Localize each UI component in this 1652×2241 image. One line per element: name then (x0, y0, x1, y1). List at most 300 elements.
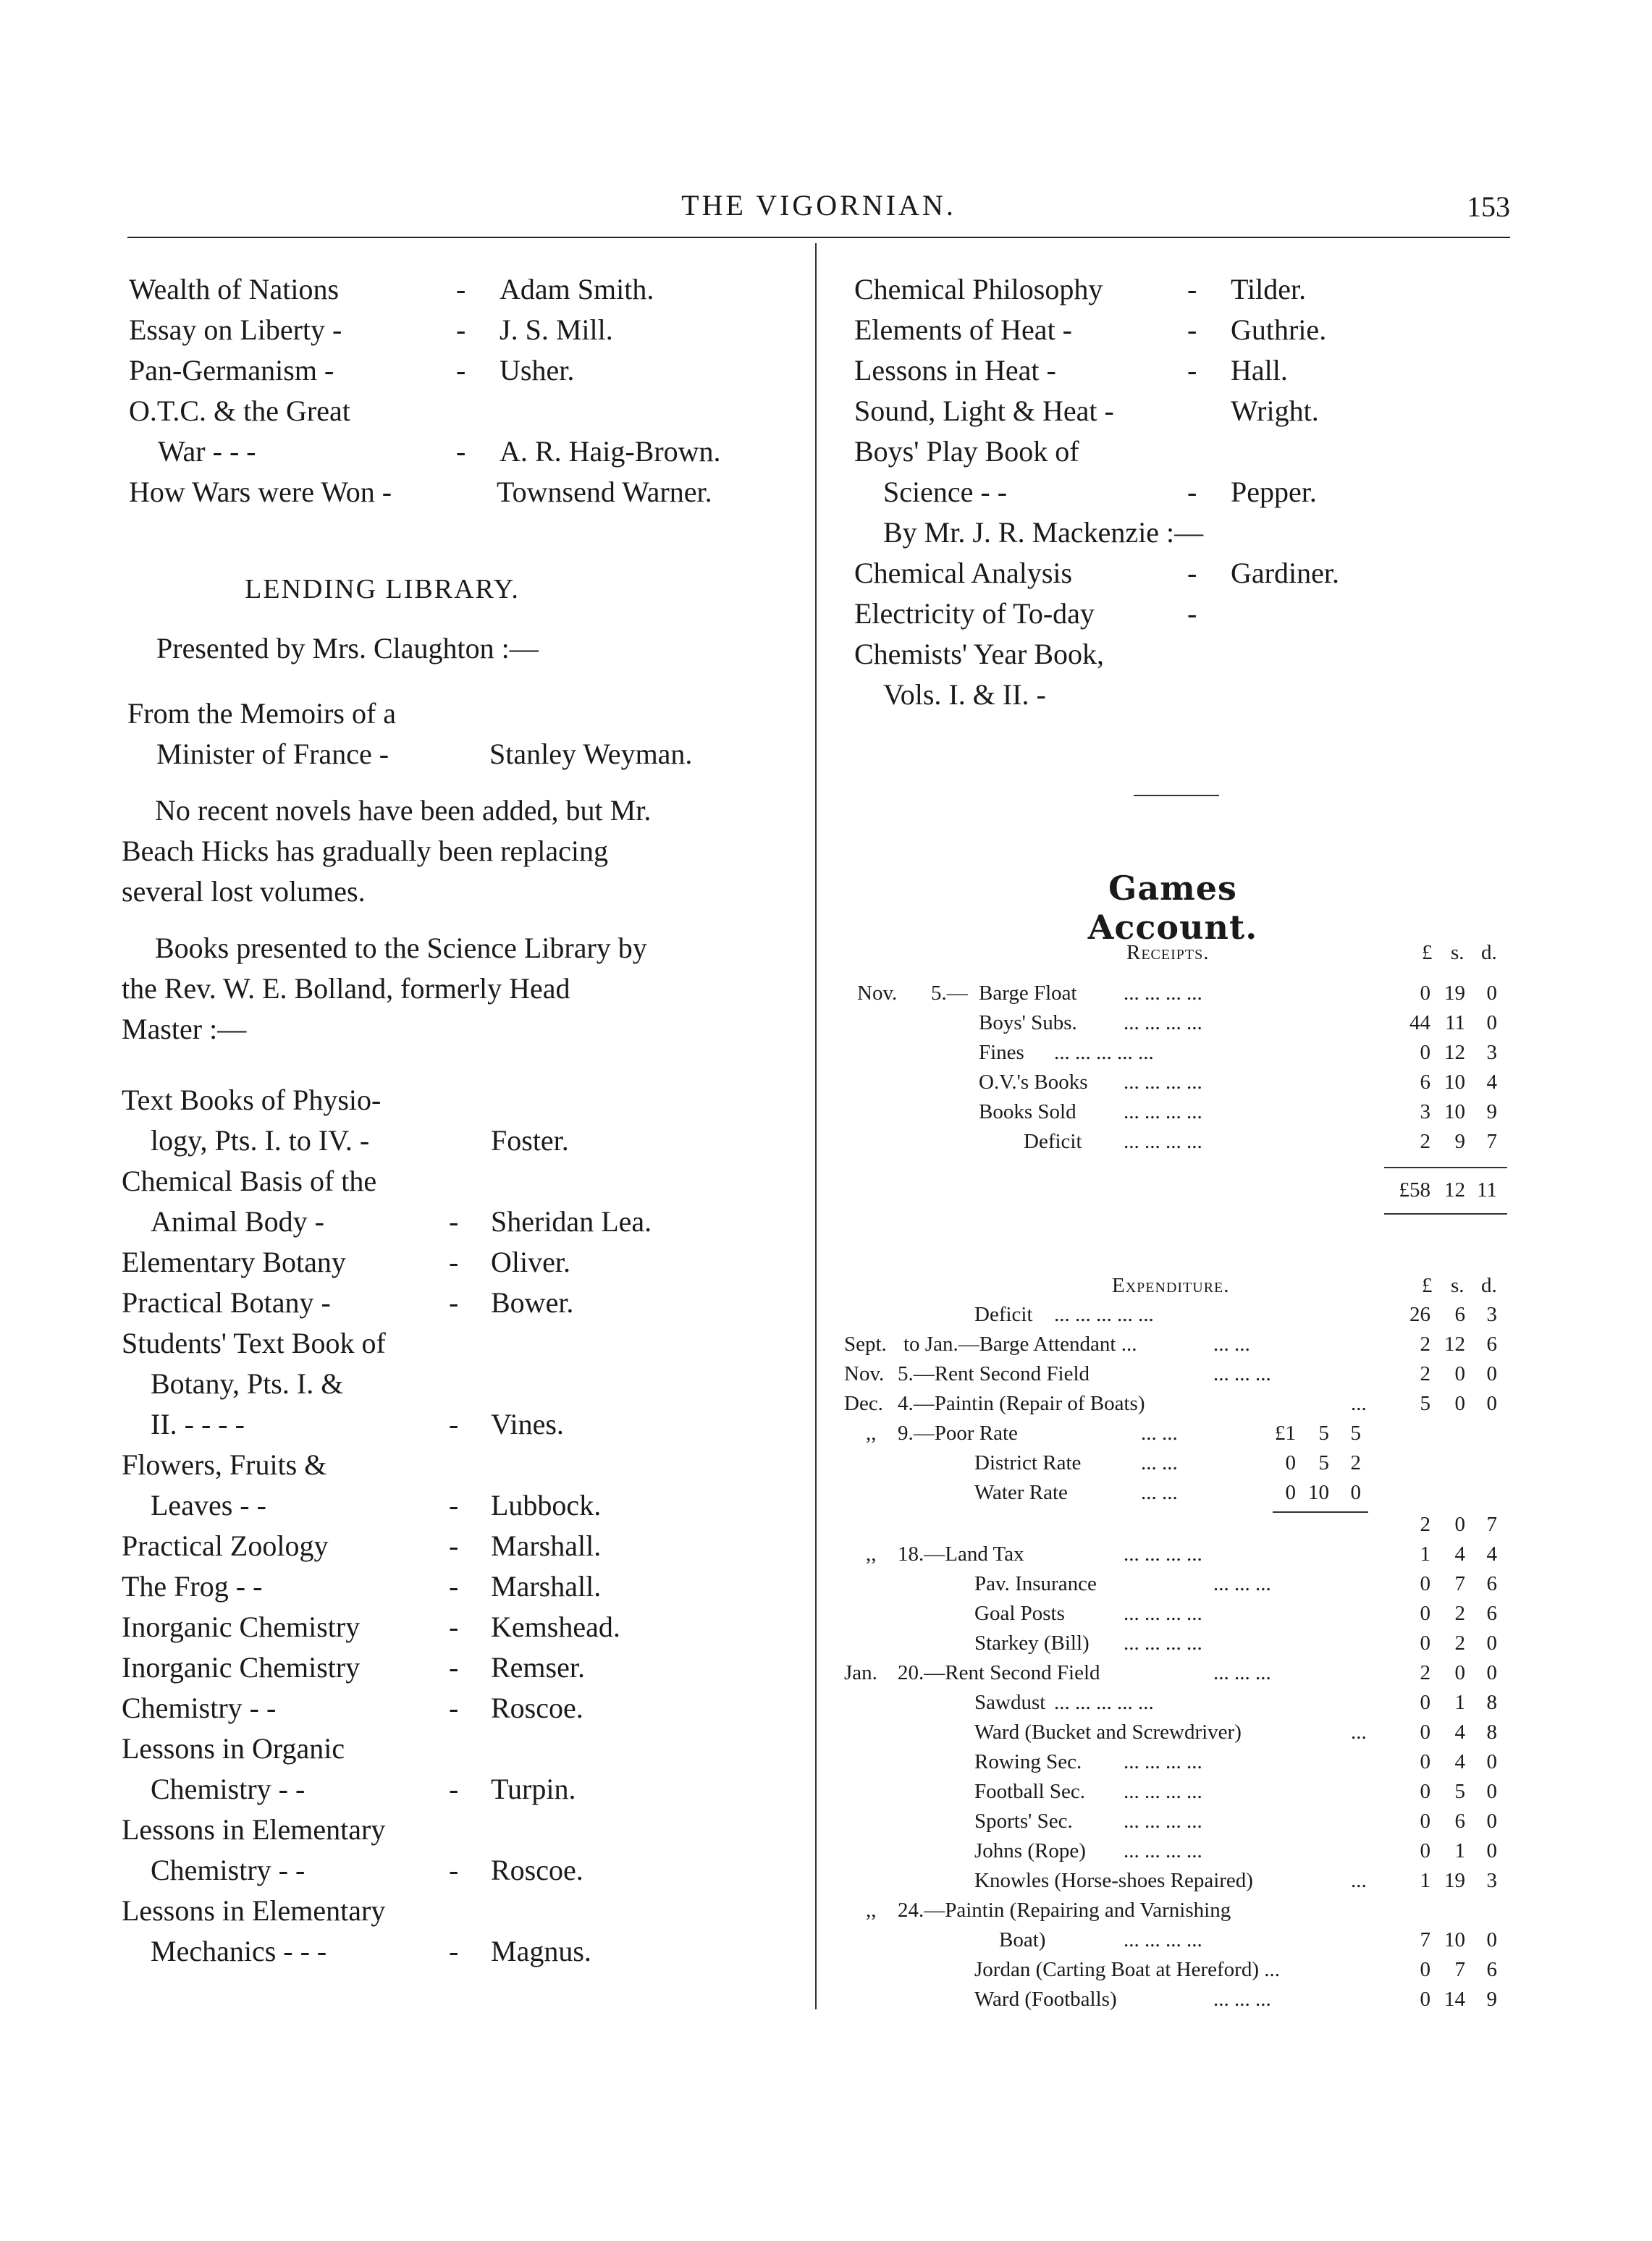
book-author: Oliver. (491, 1246, 570, 1278)
book-author: Tilder. (1231, 273, 1307, 305)
amount-pounds: 2 (1420, 1333, 1430, 1356)
amount-shillings: s. (1451, 941, 1465, 964)
amount-shillings: 0 (1454, 1392, 1465, 1415)
expenditure-row (844, 1869, 1510, 1898)
amount-pence: 6 (1486, 1958, 1497, 1981)
book-title: Leaves - - (151, 1489, 266, 1522)
amount-pence: 5 (1350, 1422, 1361, 1445)
expenditure-row (844, 1721, 1510, 1750)
paragraph-line: Master :— (122, 1013, 247, 1045)
book-row (854, 431, 1510, 472)
book-row (854, 269, 1510, 310)
receipt-row (844, 982, 1510, 1010)
book-title: Chemistry - - (151, 1773, 305, 1805)
entry-date: Nov. (844, 1362, 885, 1385)
receipt-row (844, 1011, 1510, 1040)
amount-pence: 2 (1350, 1451, 1361, 1474)
total-rule (1384, 1167, 1507, 1168)
leader-dots: ... ... ... ... (1124, 1750, 1202, 1773)
book-title: Boys' Play Book of (854, 435, 1079, 468)
book-author: Sheridan Lea. (491, 1205, 652, 1238)
book-row (122, 1646, 780, 1687)
amount-shillings: 1 (1454, 1691, 1465, 1714)
book-title: Chemical Basis of the (122, 1165, 377, 1197)
dash-separator: - (449, 1651, 459, 1684)
amount-pence: 0 (1486, 1780, 1497, 1803)
book-title: Flowers, Fruits & (122, 1448, 327, 1481)
book-title: Vols. I. & II. - (883, 678, 1046, 711)
book-row (122, 1768, 780, 1808)
amount-pounds: 44 (1409, 1011, 1430, 1034)
amount-pounds: 6 (1420, 1071, 1430, 1094)
dash-separator: - (1187, 476, 1197, 508)
book-author: Vines. (491, 1408, 564, 1440)
entry-item: Jordan (Carting Boat at Hereford) ... (974, 1958, 1280, 1981)
book-row (122, 1808, 780, 1849)
amount-pence: 0 (1350, 1481, 1361, 1504)
expenditure-row (844, 1602, 1510, 1631)
book-row (854, 675, 1510, 715)
amount-pounds: 0 (1420, 982, 1430, 1005)
amount-pounds: 0 (1420, 1958, 1430, 1981)
amount-shillings: 0 (1454, 1661, 1465, 1684)
expenditure-row (844, 1958, 1510, 1987)
expenditure-row (844, 1899, 1510, 1928)
amount-shillings: 4 (1454, 1721, 1465, 1744)
dash-separator: - (449, 1935, 459, 1967)
games-account-title: Games Account. (1087, 869, 1258, 947)
amount-shillings: 5 (1318, 1422, 1329, 1445)
expenditure-row (844, 1333, 1510, 1362)
expenditure-row (844, 1362, 1510, 1391)
book-row (122, 1362, 780, 1403)
paragraph-line: Beach Hicks has gradually been replacing (122, 835, 608, 867)
amount-pence: 0 (1486, 1632, 1497, 1655)
entry-item: 5.—Rent Second Field (898, 1362, 1090, 1385)
dash-separator: - (456, 354, 466, 387)
book-title: How Wars were Won - (129, 476, 392, 508)
paragraph-line: No recent novels have been added, but Mr. (155, 794, 652, 827)
expenditure-row (844, 1422, 1510, 1451)
dash-separator: - (1187, 557, 1197, 589)
expenditure-row (844, 1750, 1510, 1779)
entry-item: District Rate (974, 1451, 1082, 1474)
receipt-row (844, 1041, 1510, 1070)
book-row (122, 1443, 780, 1484)
receipt-row (844, 1130, 1510, 1159)
book-title: Elements of Heat - (854, 313, 1072, 346)
entry-item: Ward (Footballs) (974, 1988, 1117, 2011)
presented-by-line: Presented by Mrs. Claughton :— (156, 632, 539, 664)
amount-pounds: £ (1422, 1274, 1433, 1297)
book-title: logy, Pts. I. to IV. - (151, 1124, 370, 1157)
book-row (122, 1281, 780, 1322)
entry-date: Dec. (844, 1392, 883, 1415)
dash-separator: - (1187, 354, 1197, 387)
amount-shillings: 4 (1454, 1750, 1465, 1773)
leader-dots: ... ... ... ... (1124, 1542, 1202, 1566)
amount-pounds: 1 (1420, 1542, 1430, 1566)
entry-item: Deficit (1024, 1130, 1082, 1153)
leader-dots: ... ... (1141, 1422, 1178, 1445)
amount-shillings: 10 (1308, 1481, 1329, 1504)
receipt-row (844, 1100, 1510, 1129)
book-title: Chemical Analysis (854, 557, 1073, 589)
entry-item: to Jan.—Barge Attendant ... (903, 1333, 1137, 1356)
amount-pence: 0 (1486, 1011, 1497, 1034)
amount-shillings: 7 (1454, 1572, 1465, 1595)
book-title: Chemistry - - (122, 1692, 277, 1724)
amount-pence: 3 (1486, 1303, 1497, 1326)
amount-pence: 0 (1486, 1362, 1497, 1385)
memoirs-title-line-1: From the Memoirs of a (127, 697, 397, 730)
expenditure-row (844, 1661, 1510, 1690)
entry-item: Deficit (974, 1303, 1033, 1326)
book-author: Marshall. (491, 1529, 602, 1562)
journal-title: THE VIGORNIAN. (681, 189, 956, 221)
entry-day: 5.— (931, 982, 968, 1005)
book-row (854, 310, 1510, 350)
left-top-book-list (129, 269, 780, 512)
leader-dots: ... ... ... ... (1124, 982, 1202, 1005)
expenditure-row (844, 1572, 1510, 1601)
receipts-heading: Receipts. (1126, 941, 1210, 964)
book-row (129, 350, 780, 391)
expenditure-row (844, 1928, 1510, 1957)
amount-pounds: 0 (1420, 1750, 1430, 1773)
entry-item: Water Rate (974, 1481, 1068, 1504)
amount-pounds: 0 (1285, 1451, 1296, 1474)
amount-shillings: 14 (1444, 1988, 1465, 2011)
book-author: Gardiner. (1231, 557, 1339, 589)
book-row (129, 391, 780, 431)
lending-library-section (122, 569, 780, 1050)
book-row (854, 634, 1510, 675)
entry-date: Jan. (844, 1661, 877, 1684)
amount-pence: 0 (1486, 1750, 1497, 1773)
amount-pounds: 0 (1420, 1988, 1430, 2011)
amount-pence: d. (1481, 1274, 1497, 1297)
book-title: Practical Zoology (122, 1529, 329, 1562)
amount-pounds: 7 (1420, 1928, 1430, 1951)
dash-separator: - (449, 1773, 459, 1805)
book-row (122, 1605, 780, 1646)
amount-pence: 0 (1486, 1661, 1497, 1684)
amount-shillings: 19 (1444, 982, 1465, 1005)
amount-pounds: 0 (1420, 1780, 1430, 1803)
book-author: J. S. Mill. (500, 313, 613, 346)
amount-shillings: 6 (1454, 1810, 1465, 1833)
book-title: Electricity of To-day (854, 597, 1095, 630)
entry-date: ,, (866, 1899, 877, 1922)
leader-dots: ... ... ... ... ... (1054, 1691, 1154, 1714)
amount-pounds: 26 (1409, 1303, 1430, 1326)
expenditure-row (844, 1542, 1510, 1571)
amount-shillings: 2 (1454, 1602, 1465, 1625)
dash-separator: - (1187, 597, 1197, 630)
amount-shillings: 9 (1454, 1130, 1465, 1153)
amount-pounds: 0 (1420, 1810, 1430, 1833)
entry-item: Sports' Sec. (974, 1810, 1073, 1833)
entry-item: Books Sold (979, 1100, 1076, 1123)
amount-pounds: 0 (1420, 1691, 1430, 1714)
receipts-table (844, 941, 1510, 1252)
expenditure-row (844, 1392, 1510, 1421)
book-row (122, 1727, 780, 1768)
dash-separator: - (449, 1489, 459, 1522)
book-author: Foster. (491, 1124, 569, 1157)
entry-item: 9.—Poor Rate (898, 1422, 1018, 1445)
book-title: Sound, Light & Heat - (854, 394, 1114, 427)
amount-pence: d. (1481, 941, 1497, 964)
amount-pence: 0 (1486, 1392, 1497, 1415)
science-library-list-right (854, 269, 1510, 715)
book-row (122, 1930, 780, 1970)
leader-dots: ... ... ... ... (1124, 1810, 1202, 1833)
amount-pounds: 0 (1420, 1839, 1430, 1862)
expenditure-row (844, 1451, 1510, 1480)
amount-shillings: 0 (1454, 1362, 1465, 1385)
amount-pence: 7 (1486, 1130, 1497, 1153)
memoirs-title-line-2: Minister of France - (156, 738, 389, 770)
book-row (854, 391, 1510, 431)
amount-shillings: 4 (1454, 1542, 1465, 1566)
book-title: Lessons in Organic (122, 1732, 345, 1765)
entry-item: Sawdust (974, 1691, 1046, 1714)
dash-separator: - (449, 1286, 459, 1319)
amount-pounds: 2 (1420, 1362, 1430, 1385)
memoirs-author: Stanley Weyman. (489, 738, 693, 770)
leader-dots: ... ... ... ... (1124, 1928, 1202, 1951)
page-number: 153 (1467, 190, 1510, 223)
leader-dots: ... ... ... (1213, 1661, 1271, 1684)
dash-separator: - (456, 313, 466, 346)
book-row (854, 594, 1510, 634)
amount-pence: 7 (1486, 1513, 1497, 1536)
expenditure-row (844, 1513, 1510, 1542)
amount-pounds: £ (1422, 941, 1433, 964)
amount-pence: 0 (1486, 1928, 1497, 1951)
book-row (122, 1687, 780, 1727)
amount-pence: 0 (1486, 1839, 1497, 1862)
book-title: Pan-Germanism - (129, 354, 334, 387)
entry-item: Boys' Subs. (979, 1011, 1077, 1034)
leader-dots: ... ... ... ... (1124, 1011, 1202, 1034)
entry-item: Ward (Bucket and Screwdriver) (974, 1721, 1242, 1744)
book-row (122, 1849, 780, 1889)
book-title: Students' Text Book of (122, 1327, 386, 1359)
amount-shillings: 12 (1444, 1041, 1465, 1064)
amount-pence: 8 (1486, 1721, 1497, 1744)
entry-item: Johns (Rope) (974, 1839, 1086, 1862)
dash-separator: - (449, 1570, 459, 1603)
book-author: Bower. (491, 1286, 574, 1319)
book-row (854, 472, 1510, 512)
amount-pence: 0 (1486, 982, 1497, 1005)
entry-item: Barge Float (979, 982, 1077, 1005)
amount-shillings: 19 (1444, 1869, 1465, 1892)
book-title: Text Books of Physio- (122, 1084, 382, 1116)
book-author: Roscoe. (491, 1692, 583, 1724)
entry-item: Goal Posts (974, 1602, 1065, 1625)
entry-item: 20.—Rent Second Field (898, 1661, 1100, 1684)
book-author: Roscoe. (491, 1854, 583, 1886)
book-title: Essay on Liberty - (129, 313, 342, 346)
amount-pence: 4 (1486, 1071, 1497, 1094)
leader-dots: ... ... ... ... (1124, 1839, 1202, 1862)
expenditure-header-row (844, 1274, 1510, 1303)
amount-pounds: £1 (1275, 1422, 1296, 1445)
amount-pounds: 0 (1420, 1041, 1430, 1064)
paragraph-line: Books presented to the Science Library by (155, 932, 647, 964)
book-row (122, 1524, 780, 1565)
entry-item: 24.—Paintin (Repairing and Varnishing (898, 1899, 1231, 1922)
novels-paragraph (122, 790, 773, 912)
book-row (129, 310, 780, 350)
book-title: Wealth of Nations (129, 273, 340, 305)
book-author: Magnus. (491, 1935, 591, 1967)
amount-shillings: 2 (1454, 1632, 1465, 1655)
leader-dots: ... ... ... ... (1124, 1130, 1202, 1153)
leader-dots: ... ... (1213, 1333, 1250, 1356)
leader-dots: ... ... ... ... (1124, 1071, 1202, 1094)
entry-date: ,, (866, 1542, 877, 1566)
amount-pounds: 2 (1420, 1130, 1430, 1153)
book-author: Hall. (1231, 354, 1288, 387)
entry-date: Nov. (857, 982, 898, 1005)
receipts-total-row (844, 1178, 1510, 1207)
book-title: Animal Body - (151, 1205, 324, 1238)
book-title: II. - - - - (151, 1408, 245, 1440)
leader-dots: ... ... ... ... ... (1054, 1303, 1154, 1326)
expenditure-row (844, 1691, 1510, 1720)
amount-pence: 4 (1486, 1542, 1497, 1566)
leader-dots: ... (1351, 1721, 1367, 1744)
amount-pounds: 0 (1285, 1481, 1296, 1504)
book-title: Inorganic Chemistry (122, 1611, 361, 1643)
book-title: War - - - (158, 435, 256, 468)
leader-dots: ... (1351, 1392, 1367, 1415)
leader-dots: ... ... ... ... (1124, 1780, 1202, 1803)
entry-item: O.V.'s Books (979, 1071, 1088, 1094)
column-divider (815, 243, 817, 2009)
amount-pounds: 0 (1420, 1721, 1430, 1744)
book-title: Chemical Philosophy (854, 273, 1103, 305)
amount-shillings: 7 (1454, 1958, 1465, 1981)
book-row (122, 1322, 780, 1362)
amount-shillings: 0 (1454, 1513, 1465, 1536)
header-rule (127, 237, 1510, 238)
leader-dots: ... ... ... ... (1124, 1602, 1202, 1625)
book-author: Marshall. (491, 1570, 602, 1603)
total-rule (1384, 1213, 1507, 1215)
entry-item: Football Sec. (974, 1780, 1086, 1803)
leader-dots: ... ... (1141, 1481, 1178, 1504)
science-library-paragraph (122, 928, 773, 1050)
lending-library-heading: LENDING LIBRARY. (245, 574, 520, 604)
amount-pence: 11 (1477, 1178, 1497, 1202)
memoirs-row (122, 734, 780, 775)
dash-separator: - (449, 1692, 459, 1724)
book-row (854, 553, 1510, 594)
book-title: O.T.C. & the Great (129, 394, 350, 427)
amount-pence: 9 (1486, 1988, 1497, 2011)
dash-separator: - (449, 1529, 459, 1562)
amount-shillings: 10 (1444, 1071, 1465, 1094)
amount-shillings: 12 (1444, 1178, 1465, 1202)
expenditure-row (844, 1303, 1510, 1332)
entry-item: Knowles (Horse-shoes Repaired) (974, 1869, 1253, 1892)
book-title: Lessons in Elementary (122, 1813, 386, 1846)
book-author: Guthrie. (1231, 313, 1327, 346)
expenditure-row (844, 1839, 1510, 1868)
book-title: By Mr. J. R. Mackenzie :— (883, 516, 1204, 549)
book-title: Practical Botany - (122, 1286, 331, 1319)
amount-pounds: £58 (1399, 1178, 1430, 1202)
amount-pounds: 1 (1420, 1869, 1430, 1892)
book-author: Wright. (1231, 394, 1319, 427)
leader-dots: ... (1351, 1869, 1367, 1892)
book-row (122, 1889, 780, 1930)
dash-separator: - (456, 435, 466, 468)
expenditure-heading: Expenditure. (1112, 1274, 1230, 1297)
amount-shillings: s. (1451, 1274, 1465, 1297)
book-row (122, 1200, 780, 1241)
amount-pence: 3 (1486, 1041, 1497, 1064)
paragraph-line: several lost volumes. (122, 875, 366, 908)
expenditure-row (844, 1481, 1510, 1510)
subtotal-rule (1273, 1511, 1368, 1513)
section-separator (1134, 795, 1219, 796)
amount-shillings: 5 (1318, 1451, 1329, 1474)
amount-pounds: 0 (1420, 1632, 1430, 1655)
book-row (122, 1119, 780, 1160)
book-author: Lubbock. (491, 1489, 602, 1522)
amount-pence: 9 (1486, 1100, 1497, 1123)
amount-pounds: 2 (1420, 1513, 1430, 1536)
dash-separator: - (449, 1854, 459, 1886)
page-header (127, 182, 1510, 226)
book-author: Turpin. (491, 1773, 576, 1805)
expenditure-row (844, 1810, 1510, 1839)
leader-dots: ... ... ... (1213, 1988, 1271, 2011)
amount-pounds: 0 (1420, 1572, 1430, 1595)
amount-pence: 8 (1486, 1691, 1497, 1714)
book-row (122, 1484, 780, 1524)
book-row (122, 1241, 780, 1281)
expenditure-row (844, 1780, 1510, 1809)
science-library-list-left (122, 1079, 780, 1970)
book-title: Chemistry - - (151, 1854, 305, 1886)
amount-shillings: 5 (1454, 1780, 1465, 1803)
dash-separator: - (449, 1611, 459, 1643)
dash-separator: - (449, 1408, 459, 1440)
leader-dots: ... ... (1141, 1451, 1178, 1474)
amount-pence: 6 (1486, 1572, 1497, 1595)
book-row (854, 512, 1510, 553)
entry-item: Starkey (Bill) (974, 1632, 1090, 1655)
book-author: Pepper. (1231, 476, 1317, 508)
receipts-header-row (844, 941, 1510, 970)
book-title: Botany, Pts. I. & (151, 1367, 344, 1400)
book-row (122, 1403, 780, 1443)
dash-separator: - (456, 273, 466, 305)
amount-shillings: 6 (1454, 1303, 1465, 1326)
book-title: Mechanics - - - (151, 1935, 327, 1967)
dash-separator: - (449, 1205, 459, 1238)
leader-dots: ... ... ... (1213, 1362, 1271, 1385)
book-author: Townsend Warner. (497, 476, 712, 508)
